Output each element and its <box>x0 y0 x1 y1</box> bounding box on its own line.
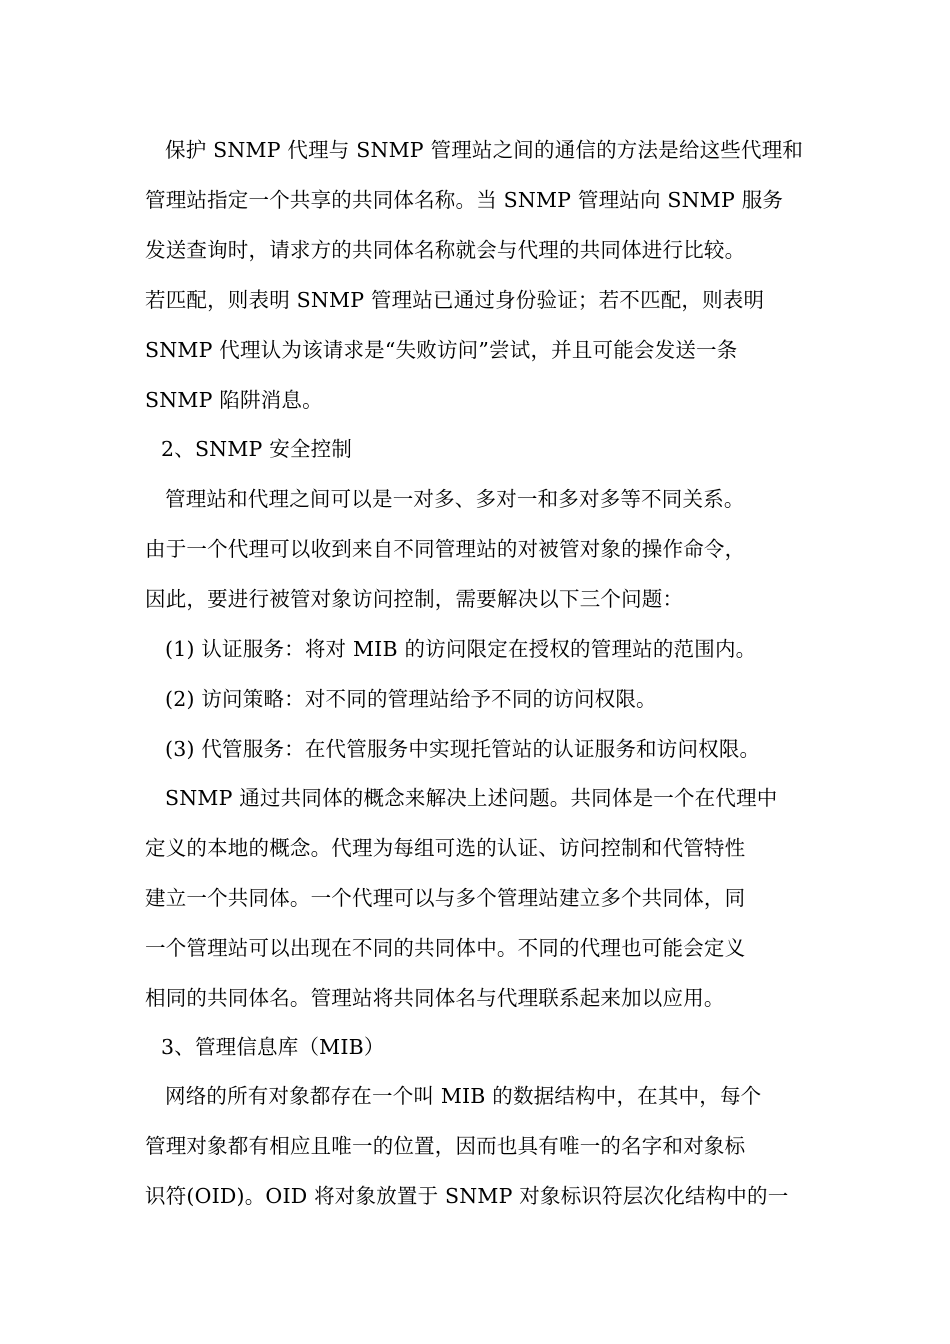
paragraph-1-line-5: SNMP 代理认为该请求是“失败访问”尝试，并且可能会发送一条 <box>145 338 738 362</box>
paragraph-3-line-5: 相同的共同体名。管理站将共同体名与代理联系起来加以应用。 <box>145 986 725 1010</box>
paragraph-4-line-1: 网络的所有对象都存在一个叫 MIB 的数据结构中，在其中，每个 <box>165 1084 762 1108</box>
paragraph-4-line-2: 管理对象都有相应且唯一的位置，因而也具有唯一的名字和对象标 <box>145 1134 746 1158</box>
paragraph-1-line-1: 保护 SNMP 代理与 SNMP 管理站之间的通信的方法是给这些代理和 <box>165 138 804 162</box>
list-item-3: (3) 代管服务：在代管服务中实现托管站的认证服务和访问权限。 <box>165 737 761 761</box>
paragraph-3-line-2: 定义的本地的概念。代理为每组可选的认证、访问控制和代管特性 <box>145 836 746 860</box>
paragraph-3-line-3: 建立一个共同体。一个代理可以与多个管理站建立多个共同体，同 <box>145 886 746 910</box>
section-heading-3: 3、管理信息库（MIB） <box>161 1035 385 1059</box>
list-item-1: (1) 认证服务：将对 MIB 的访问限定在授权的管理站的范围内。 <box>165 637 757 661</box>
list-item-2: (2) 访问策略：对不同的管理站给予不同的访问权限。 <box>165 687 657 711</box>
paragraph-1-line-2: 管理站指定一个共享的共同体名称。当 SNMP 管理站向 SNMP 服务 <box>145 188 784 212</box>
paragraph-1-line-3: 发送查询时，请求方的共同体名称就会与代理的共同体进行比较。 <box>145 238 746 262</box>
paragraph-2-line-1: 管理站和代理之间可以是一对多、多对一和多对多等不同关系。 <box>165 487 745 511</box>
paragraph-3-line-4: 一个管理站可以出现在不同的共同体中。不同的代理也可能会定义 <box>145 936 746 960</box>
paragraph-2-line-2: 由于一个代理可以收到来自不同管理站的对被管对象的操作命令， <box>145 537 746 561</box>
paragraph-1-line-6: SNMP 陷阱消息。 <box>145 388 323 412</box>
paragraph-3-line-1: SNMP 通过共同体的概念来解决上述问题。共同体是一个在代理中 <box>165 786 778 810</box>
paragraph-2-line-3: 因此，要进行被管对象访问控制，需要解决以下三个问题： <box>145 587 684 611</box>
paragraph-4-line-3: 识符(OID)。OID 将对象放置于 SNMP 对象标识符层次化结构中的一 <box>145 1184 789 1208</box>
paragraph-1-line-4: 若匹配，则表明 SNMP 管理站已通过身份验证；若不匹配，则表明 <box>145 288 765 312</box>
section-heading-2: 2、SNMP 安全控制 <box>161 437 353 461</box>
